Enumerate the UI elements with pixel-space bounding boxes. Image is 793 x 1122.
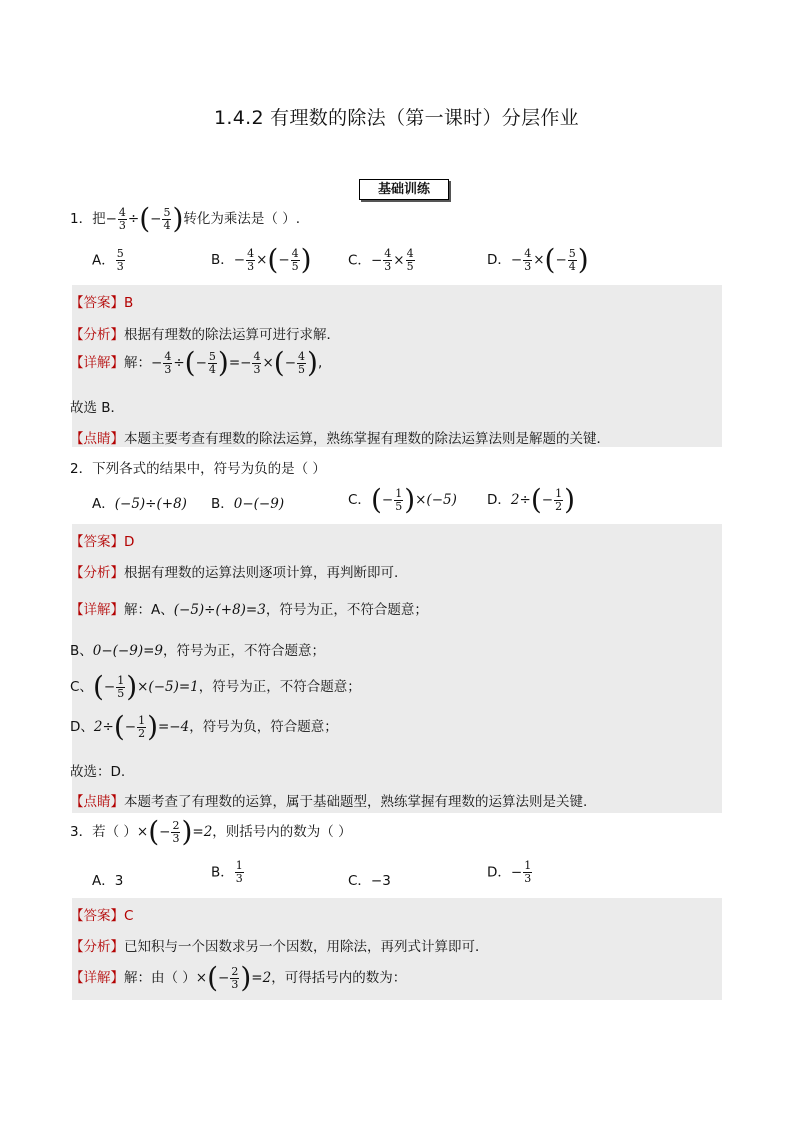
q3-detail: 【详解】解：由（ ）×(− $\frac{2}{3}$ )=2，可得括号内的数为： [70,961,407,994]
q3-stem: 3．若（ ）×(− $\frac{2}{3}$ )=2，则括号内的数为（ ） [70,815,352,848]
q2-detail-b: B、0−(−9)=9，符号为正，不符合题意； [70,643,326,659]
q2-detail-c: C、(− $\frac{1}{5}$ )×(−5)=1，符号为正，不符合题意； [70,670,361,703]
q1-analysis: 【分析】根据有理数的除法运算可进行求解． [70,327,340,343]
q3-analysis: 【分析】已知积与一个因数求另一个因数，用除法，再列式计算即可． [70,939,489,955]
q2-detail-d: D、2÷(− $\frac{1}{2}$ )=−4，符号为负，符合题意； [70,710,338,743]
page-title: 1.4.2 有理数的除法（第一课时）分层作业 [214,107,579,129]
q3-answer: 【答案】C [70,908,134,924]
q2-option-d[interactable]: D．2÷(− $\frac{1}{2}$ ) [487,483,575,516]
q2-option-c[interactable]: C．(− $\frac{1}{5}$ )×(−5) [348,483,457,516]
q2-detail-a: 【详解】解：A、(−5)÷(+8)=3，符号为正，不符合题意； [70,602,428,618]
q3-option-a[interactable]: A．3 [92,873,124,889]
q3-option-b[interactable]: B． $\frac{1}{3}$ [211,859,243,885]
q1-conclusion: 故选 B． [70,400,125,416]
q3-option-d[interactable]: D．− $\frac{1}{3}$ [487,859,532,885]
q1-stem: 1．把− $\frac{4}{3}$ ÷(− $\frac{5}{4}$ )转化为乘法是（ ）. [70,202,300,235]
q2-point: 【点睛】本题考查了有理数的运算，属于基础题型，熟练掌握有理数的运算法则是关键. [70,794,588,810]
q2-option-b[interactable]: B．0−(−9) [211,496,285,512]
q1-answer: 【答案】B [70,295,134,311]
q2-option-a[interactable]: A．(−5)÷(+8) [92,496,187,512]
q2-analysis: 【分析】根据有理数的运算法则逐项计算，再判断即可. [70,565,399,581]
q3-option-c[interactable]: C．−3 [348,873,391,889]
q2-answer: 【答案】D [70,534,135,550]
q2-conclusion: 故选：D. [70,764,126,780]
q2-stem: 2．下列各式的结果中，符号为负的是（ ） [70,461,326,477]
q1-option-b[interactable]: B．− $\frac{4}{3}$ ×(− $\frac{4}{5}$ ) [211,243,312,276]
section-label: 基础训练 [359,179,449,200]
q1-detail: 【详解】解：− $\frac{4}{3}$ ÷(− $\frac{5}{4}$ )=− $\frac{4}{3}$ ×(− $\frac{4}{5}$ ), [70,346,323,379]
q1-option-a[interactable]: A． $\frac{5}{3}$ [92,247,124,273]
q1-option-d[interactable]: D．− $\frac{4}{3}$ ×(− $\frac{5}{4}$ ) [487,243,589,276]
q1-option-c[interactable]: C．− $\frac{4}{3}$ × $\frac{4}{5}$ [348,247,414,273]
q1-point: 【点睛】本题主要考查有理数的除法运算，熟练掌握有理数的除法运算法则是解题的关键． [70,431,610,447]
